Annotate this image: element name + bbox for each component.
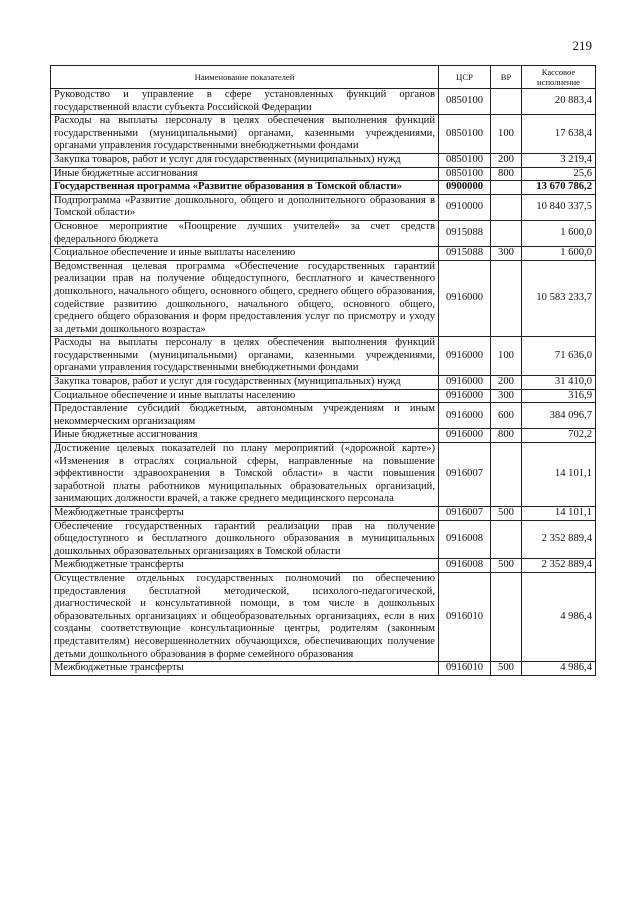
header-name: Наименование показателей (51, 66, 439, 89)
row-name-cell: Подпрограмма «Развитие дошкольного, общего и дополнительного образования в Томской области» (51, 194, 439, 220)
row-vr-cell: 200 (491, 376, 522, 390)
row-csr-cell: 0916000 (439, 429, 491, 443)
row-csr-cell: 0915088 (439, 247, 491, 261)
row-vr-cell (491, 181, 522, 195)
row-name-cell: Межбюджетные трансферты (51, 559, 439, 573)
row-name-cell: Ведомственная целевая программа «Обеспечение государственных гарантий реализации прав на получение общедоступного, бесплатного и качественного дошкольного, начального общего, основного общего, среднего общего образования, содействие развитию дошкольного, начального общего, основного общего, среднего общего образования и форм предоставления услуг по присмотру и уходу за детьми дошкольного возраста» (51, 260, 439, 337)
row-vr-cell: 500 (491, 662, 522, 676)
row-vr-cell (491, 572, 522, 661)
row-csr-cell: 0916010 (439, 572, 491, 661)
row-csr-cell: 0916000 (439, 376, 491, 390)
row-vr-cell (491, 443, 522, 507)
row-name-cell: Руководство и управление в сфере установленных функций органов государственной власти субъекта Российской Федерации (51, 89, 439, 115)
header-amount: Кассовое исполнение (522, 66, 596, 89)
row-csr-cell: 0910000 (439, 194, 491, 220)
row-vr-cell: 300 (491, 247, 522, 261)
row-amount-cell: 2 352 889,4 (522, 559, 596, 573)
row-name-cell: Предоставление субсидий бюджетным, автономным учреждениям и иным некоммерческим организациям (51, 403, 439, 429)
row-csr-cell: 0916008 (439, 559, 491, 573)
row-amount-cell: 20 883,4 (522, 89, 596, 115)
row-name-cell: Государственная программа «Развитие образования в Томской области» (51, 181, 439, 195)
row-vr-cell: 300 (491, 389, 522, 403)
table-row (51, 181, 596, 195)
row-name-cell: Основное мероприятие «Поощрение лучших учителей» за счет средств федерального бюджета (51, 220, 439, 246)
row-name-cell: Обеспечение государственных гарантий реализации прав на получение общедоступного и бесплатного дошкольного образования в муниципальных дошкольных образовательных организациях в Томской области (51, 520, 439, 559)
table-header-row (51, 66, 596, 89)
table-row (51, 403, 596, 429)
row-name-cell: Расходы на выплаты персоналу в целях обеспечения выполнения функций государственными (муниципальными) органами, казенными учреждениями, органами управления государственными внебюджетными фондами (51, 115, 439, 154)
row-amount-cell: 10 583 233,7 (522, 260, 596, 337)
row-vr-cell: 800 (491, 429, 522, 443)
row-csr-cell: 0850100 (439, 115, 491, 154)
table-row (51, 572, 596, 661)
table-row (51, 153, 596, 167)
row-csr-cell: 0850100 (439, 153, 491, 167)
row-csr-cell: 0916000 (439, 389, 491, 403)
row-vr-cell (491, 520, 522, 559)
table-row (51, 194, 596, 220)
table-row (51, 559, 596, 573)
row-amount-cell: 2 352 889,4 (522, 520, 596, 559)
row-csr-cell: 0916000 (439, 260, 491, 337)
row-amount-cell: 10 840 337,5 (522, 194, 596, 220)
row-name-cell: Закупка товаров, работ и услуг для государственных (муниципальных) нужд (51, 376, 439, 390)
row-amount-cell: 13 670 786,2 (522, 181, 596, 195)
table-row (51, 443, 596, 507)
row-vr-cell: 500 (491, 507, 522, 521)
row-name-cell: Социальное обеспечение и иные выплаты населению (51, 247, 439, 261)
row-amount-cell: 384 096,7 (522, 403, 596, 429)
row-vr-cell (491, 89, 522, 115)
row-amount-cell: 14 101,1 (522, 443, 596, 507)
header-csr: ЦСР (439, 66, 491, 89)
row-vr-cell: 500 (491, 559, 522, 573)
row-vr-cell: 600 (491, 403, 522, 429)
row-vr-cell (491, 260, 522, 337)
table-row (51, 662, 596, 676)
row-name-cell: Осуществление отдельных государственных полномочий по обеспечению предоставления бесплатной методической, психолого-педагогической, диагностической и консультативной помощи, в том числе в дошкольных образовательных организациях и общеобразовательных организациях, если в них созданы соответствующие консультационные центры, родителям (законным представителям) несовершеннолетних обучающихся, обеспечивающих получение детьми дошкольного образования в форме семейного образования (51, 572, 439, 661)
row-name-cell: Социальное обеспечение и иные выплаты населению (51, 389, 439, 403)
row-vr-cell (491, 220, 522, 246)
row-amount-cell: 1 600,0 (522, 247, 596, 261)
row-amount-cell: 31 410,0 (522, 376, 596, 390)
row-csr-cell: 0850100 (439, 167, 491, 181)
table-row (51, 507, 596, 521)
row-name-cell: Межбюджетные трансферты (51, 507, 439, 521)
row-csr-cell: 0916007 (439, 443, 491, 507)
row-csr-cell: 0916010 (439, 662, 491, 676)
table-row (51, 376, 596, 390)
row-amount-cell: 3 219,4 (522, 153, 596, 167)
row-amount-cell: 71 636,0 (522, 337, 596, 376)
row-amount-cell: 14 101,1 (522, 507, 596, 521)
row-name-cell: Иные бюджетные ассигнования (51, 429, 439, 443)
row-vr-cell: 800 (491, 167, 522, 181)
row-name-cell: Межбюджетные трансферты (51, 662, 439, 676)
row-vr-cell (491, 194, 522, 220)
row-amount-cell: 17 638,4 (522, 115, 596, 154)
row-name-cell: Расходы на выплаты персоналу в целях обеспечения выполнения функций государственными (муниципальными) органами, казенными учреждениями, органами управления государственными внебюджетными фондами (51, 337, 439, 376)
row-csr-cell: 0850100 (439, 89, 491, 115)
row-name-cell: Достижение целевых показателей по плану мероприятий («дорожной карте») «Изменения в отраслях социальной сферы, направленные на повышение эффективности здравоохранения в Томской области» в части повышения заработной платы работников муниципальных образовательных организаций, занимающих должности врачей, а также среднего медицинского персонала (51, 443, 439, 507)
table-row (51, 167, 596, 181)
table-row (51, 520, 596, 559)
row-vr-cell: 100 (491, 115, 522, 154)
header-vr: ВР (491, 66, 522, 89)
row-csr-cell: 0916000 (439, 403, 491, 429)
budget-execution-table (50, 65, 596, 676)
row-vr-cell: 200 (491, 153, 522, 167)
row-csr-cell: 0916000 (439, 337, 491, 376)
row-csr-cell: 0900000 (439, 181, 491, 195)
row-amount-cell: 4 986,4 (522, 662, 596, 676)
row-amount-cell: 702,2 (522, 429, 596, 443)
row-amount-cell: 316,9 (522, 389, 596, 403)
table-body (51, 89, 596, 676)
row-amount-cell: 1 600,0 (522, 220, 596, 246)
table-row (51, 115, 596, 154)
row-amount-cell: 4 986,4 (522, 572, 596, 661)
table-row (51, 260, 596, 337)
row-name-cell: Закупка товаров, работ и услуг для государственных (муниципальных) нужд (51, 153, 439, 167)
table-row (51, 389, 596, 403)
table-row (51, 429, 596, 443)
table-row (51, 89, 596, 115)
row-name-cell: Иные бюджетные ассигнования (51, 167, 439, 181)
page-number: 219 (572, 38, 592, 53)
table-row (51, 337, 596, 376)
row-csr-cell: 0916008 (439, 520, 491, 559)
row-amount-cell: 25,6 (522, 167, 596, 181)
row-vr-cell: 100 (491, 337, 522, 376)
row-csr-cell: 0916007 (439, 507, 491, 521)
row-csr-cell: 0915088 (439, 220, 491, 246)
table-row (51, 247, 596, 261)
table-row (51, 220, 596, 246)
